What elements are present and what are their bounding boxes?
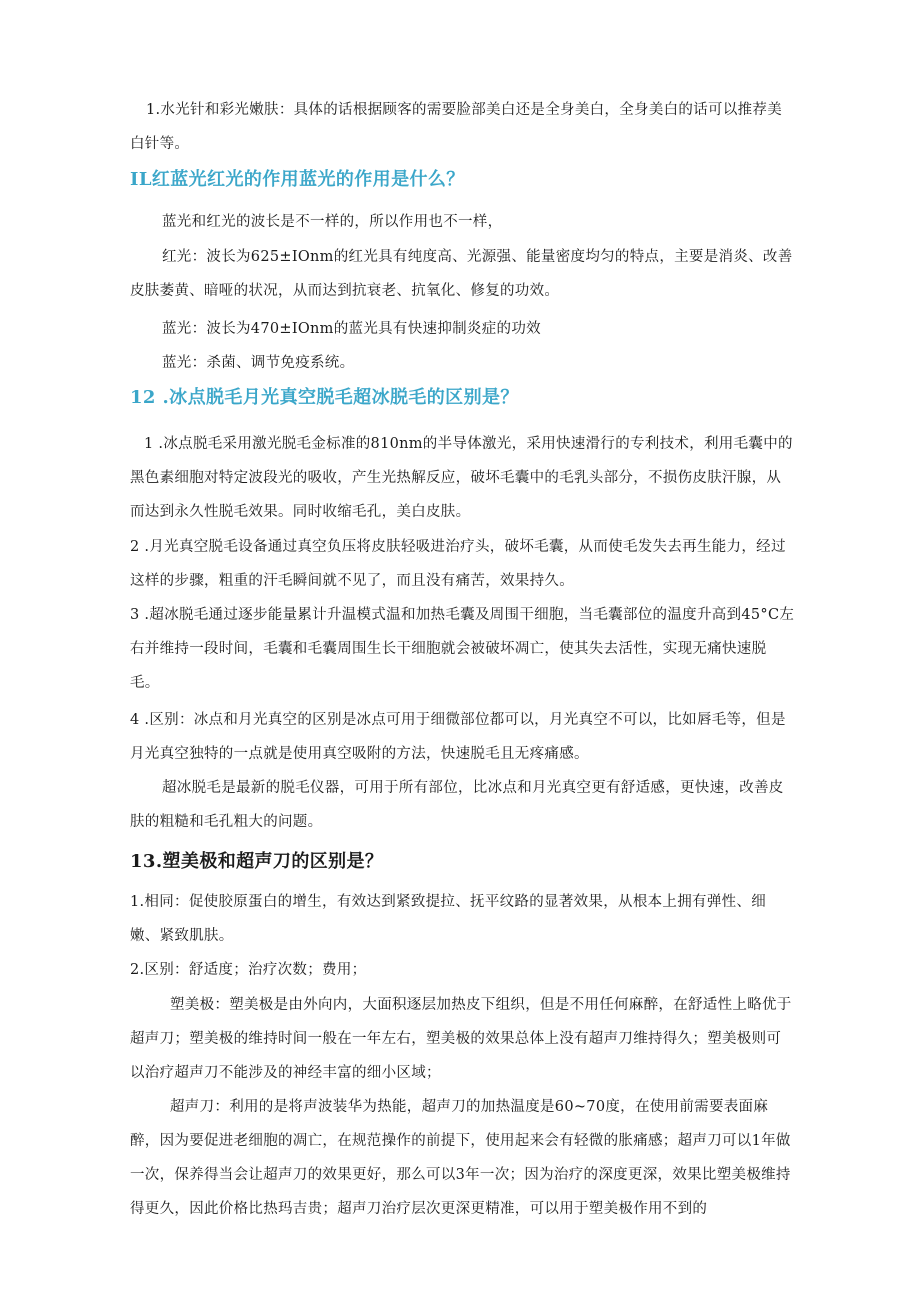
paragraph-super-ice-summary: 超冰脱毛是最新的脱毛仪器，可用于所有部位，比冰点和月光真空更有舒适感，更快速，改善皮肤的粗糙和毛孔粗大的问题。 — [130, 780, 784, 830]
heading-11: IL红蓝光红光的作用蓝光的作用是什么？ — [130, 169, 465, 190]
paragraph-same: 1.相同：促使胶原蛋白的增生，有效达到紧致提拉、抚平纹路的显著效果，从根本上拥有弹性、细嫩、紧致肌肤。 — [130, 894, 767, 944]
paragraph-blue-light-2: 蓝光：杀菌、调节免疫系统。 — [162, 355, 355, 371]
heading-12: 12 .冰点脱毛月光真空脱毛超冰脱毛的区别是？ — [130, 387, 519, 408]
paragraph-super-ice: 3 .超冰脱毛通过逐步能量累计升温模式温和加热毛囊及周围干细胞，当毛囊部位的温度升高到45°C左右并维持一段时间，毛囊和毛囊周围生长干细胞就会被破坏凋亡，使其失去活性，实现无痛快速脱毛。 — [130, 607, 795, 691]
paragraph-intro-blue-red: 蓝光和红光的波长是不一样的，所以作用也不一样， — [162, 214, 503, 230]
paragraph-difference: 4 .区别：冰点和月光真空的区别是冰点可用于细微部位都可以，月光真空不可以，比如唇毛等，但是月光真空独特的一点就是使用真空吸附的方法，快速脱毛且无疼痛感。 — [130, 712, 786, 762]
paragraph-water-light: 1.水光针和彩光嫩肤：具体的话根据顾客的需要脸部美白还是全身美白，全身美白的话可以推荐美白针等。 — [130, 102, 783, 152]
paragraph-diff-list: 2.区别：舒适度；治疗次数；费用； — [130, 962, 367, 978]
paragraph-blue-light-1: 蓝光：波长为470±IOnm的蓝光具有快速抑制炎症的功效 — [162, 321, 541, 337]
paragraph-ice-point: 1 .冰点脱毛采用激光脱毛金标准的810nm的半导体激光，采用快速滑行的专利技术，利用毛囊中的黑色素细胞对特定波段光的吸收，产生光热解反应，破坏毛囊中的毛乳头部分，不损伤皮肤汗腺，从而达到永久性脱毛效果。同时收缩毛孔，美白皮肤。 — [130, 436, 793, 520]
paragraph-sumeiji: 塑美极：塑美极是由外向内，大面积逐层加热皮下组织，但是不用任何麻醉，在舒适性上略优于超声刀；塑美极的维持时间一般在一年左右，塑美极的效果总体上没有超声刀维持得久；塑美极则可以治疗超声刀不能涉及的神经丰富的细小区域； — [130, 997, 792, 1081]
paragraph-ultrasound-knife: 超声刀：利用的是将声波装华为热能，超声刀的加热温度是60~70度，在使用前需要表面麻醉，因为要促进老细胞的凋亡，在规范操作的前提下，使用起来会有轻微的胀痛感；超声刀可以1年做一次，保养得当会让超声刀的效果更好，那么可以3年一次；因为治疗的深度更深，效果比塑美极维持得更久，因此价格比热玛吉贵；超声刀治疗层次更深更精准，可以用于塑美极作用不到的 — [130, 1099, 791, 1217]
heading-13: 13.塑美极和超声刀的区别是？ — [130, 851, 384, 872]
paragraph-red-light: 红光：波长为625±IOnm的红光具有纯度高、光源强、能量密度均匀的特点，主要是消炎、改善皮肤萎黄、暗哑的状况，从而达到抗衰老、抗氧化、修复的功效。 — [130, 249, 793, 299]
paragraph-moonlight: 2 .月光真空脱毛设备通过真空负压将皮肤轻吸进治疗头，破坏毛囊，从而使毛发失去再生能力，经过这样的步骤，粗重的汗毛瞬间就不见了，而且没有痛苦，效果持久。 — [130, 539, 786, 589]
